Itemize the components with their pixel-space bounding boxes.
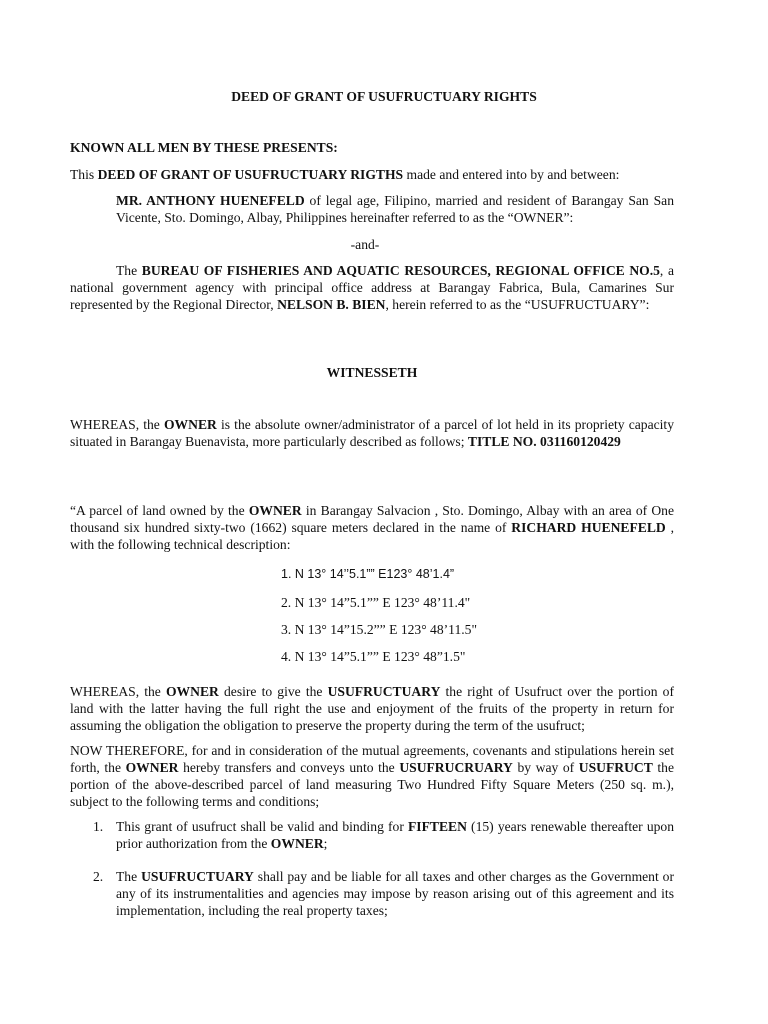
coordinate-4: 4. N 13° 14”5.1”” E 123° 48”1.5"	[281, 649, 466, 664]
intro-paragraph	[70, 166, 619, 183]
whereas2-post: the right of Usufruct over the portion of land with the latter having the full right the use and enjoyment of the fruits of the property in return for assuming the obligation the obligation to preserve the property during the term of the usufruct;	[70, 684, 674, 733]
now-mid: hereby transfers and conveys unto the	[178, 760, 400, 775]
condition-1-owner: OWNER	[270, 836, 324, 851]
parcel-mid: in Barangay Salvacion , Sto. Domingo, Albay with an area of One thousand six hundred sixty-two (1662) square meters declared in the name of	[70, 503, 674, 535]
now-usufruct: USUFRUCT	[578, 760, 653, 775]
condition-2	[116, 868, 674, 919]
now-owner: OWNER	[125, 760, 179, 775]
party-owner-paragraph	[116, 192, 674, 226]
whereas-owner-paragraph	[70, 416, 674, 450]
party2-mid: , a national government agency with principal office address at Barangay Fabrica, Bula, Camarines Sur represented by the Regional Director,	[70, 263, 674, 312]
bureau-name: BUREAU OF FISHERIES AND AQUATIC RESOURCES, REGIONAL OFFICE NO.5	[141, 263, 660, 278]
declared-name: RICHARD HUENEFELD	[511, 520, 666, 535]
intro-deed-name: DEED OF GRANT OF USUFRUCTUARY RIGTHS	[97, 167, 404, 182]
parcel-description-paragraph	[70, 502, 674, 553]
title-number: TITLE NO. 031160120429	[467, 434, 621, 449]
party-usufructuary-paragraph	[70, 262, 674, 313]
condition-2-number: 2.	[93, 869, 104, 884]
now-pre: NOW THEREFORE, for and in consideration of the mutual agreements, covenants and stipulations herein set forth, the	[70, 743, 674, 775]
condition-1-mid: (15) years renewable thereafter upon prior authorization from the	[116, 819, 675, 851]
now-therefore-paragraph	[70, 742, 674, 810]
condition-1	[116, 818, 674, 852]
intro-pre: This	[70, 167, 98, 182]
owner-name: MR. ANTHONY HUENEFELD	[116, 193, 305, 208]
condition-1-pre: This grant of usufruct shall be valid and binding for	[116, 819, 408, 834]
document-title: DEED OF GRANT OF USUFRUCTUARY RIGHTS	[231, 89, 537, 104]
whereas2-usufructuary: USUFRUCTUARY	[327, 684, 441, 699]
coordinate-3: 3. N 13° 14”15.2”” E 123° 48’11.5"	[281, 622, 478, 637]
director-name: NELSON B. BIEN	[277, 297, 386, 312]
condition-2-mid: shall pay and be liable for all taxes and other charges as the Government or any of its instrumentalities and agencies may impose by reason arising out of this agreement and its implementation, including the real property taxes;	[116, 869, 674, 918]
coordinate-2: 2. N 13° 14”5.1”” E 123° 48’11.4"	[281, 595, 471, 610]
condition-1-term: FIFTEEN	[408, 819, 467, 834]
now-mid2: by way of	[512, 760, 579, 775]
whereas1-pre: WHEREAS, the	[70, 417, 164, 432]
whereas-usufruct-paragraph	[70, 683, 674, 734]
whereas2-pre: WHEREAS, the	[70, 684, 166, 699]
coordinate-1: 1. N 13° 14’’5.1”” E123° 48’1.4”	[281, 567, 455, 581]
owner-details: of legal age, Filipino, married and resident of Barangay San San Vicente, Sto. Domingo, Albay, Philippines hereinafter referred to as the “OWNER”:	[116, 193, 674, 225]
and-separator: -and-	[350, 237, 380, 252]
party2-pre: The	[116, 263, 142, 278]
parcel-post: , with the following technical description:	[70, 520, 674, 552]
known-heading: KNOWN ALL MEN BY THESE PRESENTS:	[70, 140, 338, 155]
intro-post: made and entered into by and between:	[403, 167, 620, 182]
condition-1-number: 1.	[93, 819, 104, 834]
parcel-pre: “A parcel of land owned by the	[70, 503, 249, 518]
party2-post: , herein referred to as the “USUFRUCTUARY”:	[385, 297, 650, 312]
whereas1-owner: OWNER	[163, 417, 217, 432]
whereas1-mid: is the absolute owner/administrator of a parcel of lot held in its propriety capacity situated in Barangay Buenavista, more particularly described as follows;	[70, 417, 674, 449]
now-post: the portion of the above-described parcel of land measuring Two Hundred Fifty Square Meters (250 sq. m.), subject to the following terms and conditions;	[70, 760, 674, 809]
whereas2-mid: desire to give the	[218, 684, 328, 699]
parcel-owner: OWNER	[248, 503, 302, 518]
now-usufrucruary: USUFRUCRUARY	[399, 760, 513, 775]
condition-1-post: ;	[323, 836, 328, 851]
witnesseth-heading: WITNESSETH	[326, 365, 418, 380]
condition-2-usufructuary: USUFRUCTUARY	[141, 869, 254, 884]
whereas2-owner: OWNER	[165, 684, 219, 699]
condition-2-pre: The	[116, 869, 142, 884]
